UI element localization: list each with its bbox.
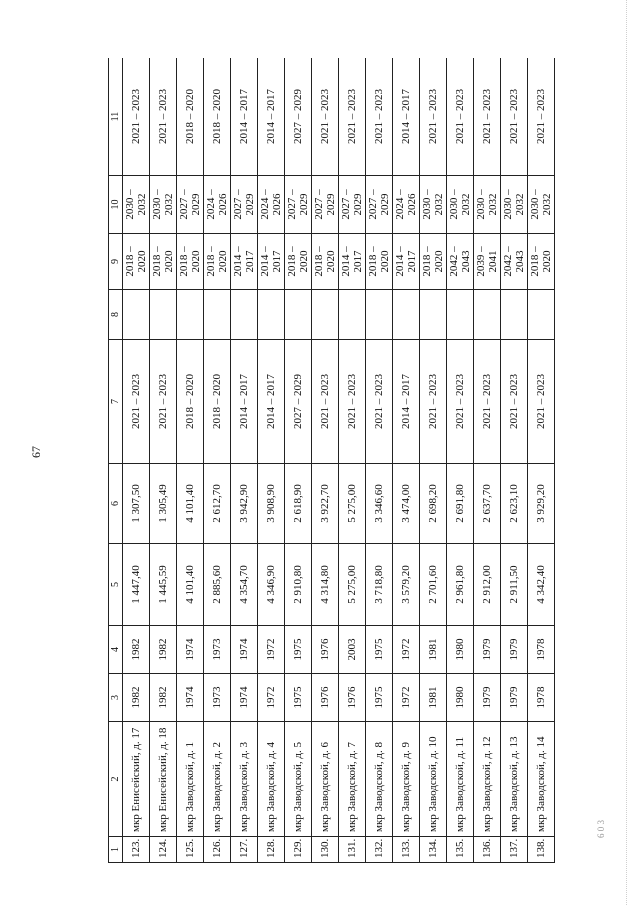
column-8-cell xyxy=(258,290,285,340)
period-col-9-cell: 2014 – 2017 xyxy=(231,234,258,290)
year-built-cell: 1982 xyxy=(123,674,150,722)
period-col-11-cell: 2021 – 2023 xyxy=(339,58,366,176)
total-area-cell: 2 961,80 xyxy=(447,544,474,626)
period-col-10-cell: 2030 – 2032 xyxy=(123,176,150,234)
period-col-9-cell: 2018 – 2020 xyxy=(420,234,447,290)
table-row xyxy=(528,58,555,863)
column-8-cell xyxy=(177,290,204,340)
row-number-cell: 123. xyxy=(123,837,150,863)
year-commissioned-cell: 1982 xyxy=(123,626,150,674)
year-built-cell: 1975 xyxy=(285,674,312,722)
total-area-cell: 2 911,50 xyxy=(501,544,528,626)
year-commissioned-cell: 1975 xyxy=(285,626,312,674)
repair-period-cell: 2021 – 2023 xyxy=(474,340,501,464)
total-area-cell: 4 314,80 xyxy=(312,544,339,626)
address-cell: мкр Заводской, д. 11 xyxy=(447,722,474,837)
column-8-cell xyxy=(447,290,474,340)
living-area-cell: 5 275,00 xyxy=(339,464,366,544)
living-area-cell: 3 929,20 xyxy=(528,464,555,544)
repair-period-cell: 2021 – 2023 xyxy=(501,340,528,464)
address-cell: мкр Заводской, д. 1 xyxy=(177,722,204,837)
period-col-9-cell: 2042 – 2043 xyxy=(501,234,528,290)
period-col-9-cell: 2014 – 2017 xyxy=(393,234,420,290)
period-col-10-cell: 2030 – 2032 xyxy=(420,176,447,234)
period-col-9-cell: 2018 – 2020 xyxy=(366,234,393,290)
period-col-10-cell: 2027 – 2029 xyxy=(339,176,366,234)
period-col-11-cell: 2018 – 2020 xyxy=(177,58,204,176)
living-area-cell: 2 691,80 xyxy=(447,464,474,544)
table-row xyxy=(285,58,312,863)
row-number-cell: 133. xyxy=(393,837,420,863)
table-row xyxy=(312,58,339,863)
address-cell: мкр Енисейский, д. 17 xyxy=(123,722,150,837)
row-number-cell: 127. xyxy=(231,837,258,863)
living-area-cell: 2 612,70 xyxy=(204,464,231,544)
period-col-11-cell: 2021 – 2023 xyxy=(420,58,447,176)
address-cell: мкр Енисейский, д. 18 xyxy=(150,722,177,837)
total-area-cell: 1 447,40 xyxy=(123,544,150,626)
period-col-10-cell: 2030 – 2032 xyxy=(501,176,528,234)
period-col-10-cell: 2027 – 2029 xyxy=(285,176,312,234)
year-commissioned-cell: 1974 xyxy=(231,626,258,674)
year-built-cell: 1980 xyxy=(447,674,474,722)
row-number-cell: 130. xyxy=(312,837,339,863)
year-built-cell: 1981 xyxy=(420,674,447,722)
total-area-cell: 2 885,60 xyxy=(204,544,231,626)
column-8-cell xyxy=(528,290,555,340)
row-number-cell: 124. xyxy=(150,837,177,863)
year-commissioned-cell: 1975 xyxy=(366,626,393,674)
period-col-10-cell: 2027 – 2029 xyxy=(177,176,204,234)
rotated-table-container xyxy=(108,58,589,863)
year-built-cell: 1982 xyxy=(150,674,177,722)
living-area-cell: 4 101,40 xyxy=(177,464,204,544)
column-8-cell xyxy=(123,290,150,340)
table-row xyxy=(258,58,285,863)
column-8-cell xyxy=(204,290,231,340)
period-col-10-cell: 2030 – 2032 xyxy=(474,176,501,234)
row-number-cell: 126. xyxy=(204,837,231,863)
table-viewport xyxy=(108,58,589,863)
period-col-10-cell: 2024 – 2026 xyxy=(204,176,231,234)
column-8-cell xyxy=(420,290,447,340)
living-area-cell: 3 942,90 xyxy=(231,464,258,544)
row-number-cell: 134. xyxy=(420,837,447,863)
repair-period-cell: 2014 – 2017 xyxy=(393,340,420,464)
year-built-cell: 1973 xyxy=(204,674,231,722)
address-cell: мкр Заводской, д. 8 xyxy=(366,722,393,837)
column-8-cell xyxy=(285,290,312,340)
row-number-cell: 132. xyxy=(366,837,393,863)
row-number-cell: 125. xyxy=(177,837,204,863)
year-commissioned-cell: 1980 xyxy=(447,626,474,674)
total-area-cell: 4 342,40 xyxy=(528,544,555,626)
period-col-11-cell: 2021 – 2023 xyxy=(528,58,555,176)
year-built-cell: 1974 xyxy=(231,674,258,722)
period-col-11-cell: 2018 – 2020 xyxy=(204,58,231,176)
address-cell: мкр Заводской, д. 6 xyxy=(312,722,339,837)
column-header-8: 8 xyxy=(109,290,123,340)
total-area-cell: 4 354,70 xyxy=(231,544,258,626)
total-area-cell: 2 910,80 xyxy=(285,544,312,626)
address-cell: мкр Заводской, д. 9 xyxy=(393,722,420,837)
repair-period-cell: 2021 – 2023 xyxy=(150,340,177,464)
repair-period-cell: 2021 – 2023 xyxy=(312,340,339,464)
year-commissioned-cell: 1978 xyxy=(528,626,555,674)
table-row xyxy=(366,58,393,863)
row-number-cell: 128. xyxy=(258,837,285,863)
living-area-cell: 2 698,20 xyxy=(420,464,447,544)
repair-period-cell: 2021 – 2023 xyxy=(123,340,150,464)
period-col-10-cell: 2027 – 2029 xyxy=(366,176,393,234)
period-col-11-cell: 2021 – 2023 xyxy=(150,58,177,176)
year-built-cell: 1975 xyxy=(366,674,393,722)
repair-period-cell: 2021 – 2023 xyxy=(528,340,555,464)
year-commissioned-cell: 1972 xyxy=(393,626,420,674)
period-col-9-cell: 2014 – 2017 xyxy=(258,234,285,290)
period-col-11-cell: 2014 – 2017 xyxy=(231,58,258,176)
address-cell: мкр Заводской, д. 2 xyxy=(204,722,231,837)
year-built-cell: 1976 xyxy=(312,674,339,722)
column-header-11: 11 xyxy=(109,58,123,176)
row-number-cell: 136. xyxy=(474,837,501,863)
address-cell: мкр Заводской, д. 14 xyxy=(528,722,555,837)
column-8-cell xyxy=(231,290,258,340)
period-col-9-cell: 2018 – 2020 xyxy=(528,234,555,290)
housing-repair-schedule-table xyxy=(108,58,555,863)
year-commissioned-cell: 1979 xyxy=(474,626,501,674)
period-col-11-cell: 2021 – 2023 xyxy=(447,58,474,176)
row-number-cell: 138. xyxy=(528,837,555,863)
year-commissioned-cell: 1976 xyxy=(312,626,339,674)
living-area-cell: 3 346,60 xyxy=(366,464,393,544)
column-header-6: 6 xyxy=(109,464,123,544)
address-cell: мкр Заводской, д. 5 xyxy=(285,722,312,837)
address-cell: мкр Заводской, д. 3 xyxy=(231,722,258,837)
address-cell: мкр Заводской, д. 10 xyxy=(420,722,447,837)
total-area-cell: 3 718,80 xyxy=(366,544,393,626)
table-row xyxy=(501,58,528,863)
table-row xyxy=(420,58,447,863)
living-area-cell: 3 474,00 xyxy=(393,464,420,544)
period-col-9-cell: 2014 – 2017 xyxy=(339,234,366,290)
period-col-10-cell: 2030 – 2032 xyxy=(447,176,474,234)
period-col-10-cell: 2024 – 2026 xyxy=(258,176,285,234)
table-row xyxy=(447,58,474,863)
period-col-11-cell: 2021 – 2023 xyxy=(366,58,393,176)
total-area-cell: 4 346,90 xyxy=(258,544,285,626)
scan-mark: 6 0 3 xyxy=(596,820,606,838)
page-edge-dots xyxy=(626,0,628,905)
row-number-cell: 137. xyxy=(501,837,528,863)
year-built-cell: 1974 xyxy=(177,674,204,722)
column-header-9: 9 xyxy=(109,234,123,290)
table-row xyxy=(177,58,204,863)
period-col-9-cell: 2018 – 2020 xyxy=(123,234,150,290)
period-col-9-cell: 2042 – 2043 xyxy=(447,234,474,290)
table-row xyxy=(204,58,231,863)
year-built-cell: 1979 xyxy=(501,674,528,722)
period-col-11-cell: 2014 – 2017 xyxy=(258,58,285,176)
column-8-cell xyxy=(339,290,366,340)
living-area-cell: 1 307,50 xyxy=(123,464,150,544)
period-col-11-cell: 2021 – 2023 xyxy=(312,58,339,176)
column-8-cell xyxy=(312,290,339,340)
period-col-9-cell: 2018 – 2020 xyxy=(204,234,231,290)
header-row xyxy=(109,58,123,863)
period-col-9-cell: 2018 – 2020 xyxy=(285,234,312,290)
column-header-7: 7 xyxy=(109,340,123,464)
total-area-cell: 1 445,59 xyxy=(150,544,177,626)
year-commissioned-cell: 1972 xyxy=(258,626,285,674)
address-cell: мкр Заводской, д. 13 xyxy=(501,722,528,837)
year-built-cell: 1976 xyxy=(339,674,366,722)
period-col-10-cell: 2030 – 2032 xyxy=(150,176,177,234)
repair-period-cell: 2021 – 2023 xyxy=(420,340,447,464)
column-8-cell xyxy=(393,290,420,340)
column-8-cell xyxy=(150,290,177,340)
period-col-11-cell: 2021 – 2023 xyxy=(474,58,501,176)
period-col-9-cell: 2018 – 2020 xyxy=(177,234,204,290)
row-number-cell: 129. xyxy=(285,837,312,863)
page-number: 67 xyxy=(29,446,43,458)
repair-period-cell: 2021 – 2023 xyxy=(447,340,474,464)
period-col-9-cell: 2018 – 2020 xyxy=(150,234,177,290)
repair-period-cell: 2014 – 2017 xyxy=(231,340,258,464)
total-area-cell: 3 579,20 xyxy=(393,544,420,626)
period-col-10-cell: 2027 – 2029 xyxy=(312,176,339,234)
column-header-4: 4 xyxy=(109,626,123,674)
period-col-11-cell: 2021 – 2023 xyxy=(123,58,150,176)
year-built-cell: 1972 xyxy=(393,674,420,722)
column-8-cell xyxy=(366,290,393,340)
period-col-11-cell: 2027 – 2029 xyxy=(285,58,312,176)
total-area-cell: 5 275,00 xyxy=(339,544,366,626)
year-commissioned-cell: 2003 xyxy=(339,626,366,674)
year-commissioned-cell: 1979 xyxy=(501,626,528,674)
column-header-10: 10 xyxy=(109,176,123,234)
table-row xyxy=(123,58,150,863)
address-cell: мкр Заводской, д. 4 xyxy=(258,722,285,837)
year-commissioned-cell: 1981 xyxy=(420,626,447,674)
living-area-cell: 2 623,10 xyxy=(501,464,528,544)
address-cell: мкр Заводской, д. 12 xyxy=(474,722,501,837)
repair-period-cell: 2021 – 2023 xyxy=(366,340,393,464)
year-built-cell: 1979 xyxy=(474,674,501,722)
column-header-3: 3 xyxy=(109,674,123,722)
table-row xyxy=(231,58,258,863)
year-commissioned-cell: 1974 xyxy=(177,626,204,674)
period-col-9-cell: 2039 – 2041 xyxy=(474,234,501,290)
year-built-cell: 1978 xyxy=(528,674,555,722)
table-row xyxy=(339,58,366,863)
period-col-10-cell: 2024 – 2026 xyxy=(393,176,420,234)
living-area-cell: 3 908,90 xyxy=(258,464,285,544)
table-row xyxy=(393,58,420,863)
repair-period-cell: 2014 – 2017 xyxy=(258,340,285,464)
table-body xyxy=(109,58,555,863)
repair-period-cell: 2018 – 2020 xyxy=(177,340,204,464)
column-8-cell xyxy=(474,290,501,340)
living-area-cell: 2 637,70 xyxy=(474,464,501,544)
column-header-5: 5 xyxy=(109,544,123,626)
total-area-cell: 4 101,40 xyxy=(177,544,204,626)
living-area-cell: 3 922,70 xyxy=(312,464,339,544)
row-number-cell: 131. xyxy=(339,837,366,863)
column-8-cell xyxy=(501,290,528,340)
period-col-10-cell: 2030 – 2032 xyxy=(528,176,555,234)
address-cell: мкр Заводской, д. 7 xyxy=(339,722,366,837)
table-row xyxy=(474,58,501,863)
living-area-cell: 1 305,49 xyxy=(150,464,177,544)
period-col-11-cell: 2021 – 2023 xyxy=(501,58,528,176)
column-header-1: 1 xyxy=(109,837,123,863)
year-commissioned-cell: 1982 xyxy=(150,626,177,674)
year-commissioned-cell: 1973 xyxy=(204,626,231,674)
year-built-cell: 1972 xyxy=(258,674,285,722)
period-col-9-cell: 2018 – 2020 xyxy=(312,234,339,290)
column-header-2: 2 xyxy=(109,722,123,837)
total-area-cell: 2 912,00 xyxy=(474,544,501,626)
repair-period-cell: 2018 – 2020 xyxy=(204,340,231,464)
period-col-11-cell: 2014 – 2017 xyxy=(393,58,420,176)
row-number-cell: 135. xyxy=(447,837,474,863)
period-col-10-cell: 2027 – 2029 xyxy=(231,176,258,234)
living-area-cell: 2 618,90 xyxy=(285,464,312,544)
repair-period-cell: 2021 – 2023 xyxy=(339,340,366,464)
total-area-cell: 2 701,60 xyxy=(420,544,447,626)
table-row xyxy=(150,58,177,863)
repair-period-cell: 2027 – 2029 xyxy=(285,340,312,464)
